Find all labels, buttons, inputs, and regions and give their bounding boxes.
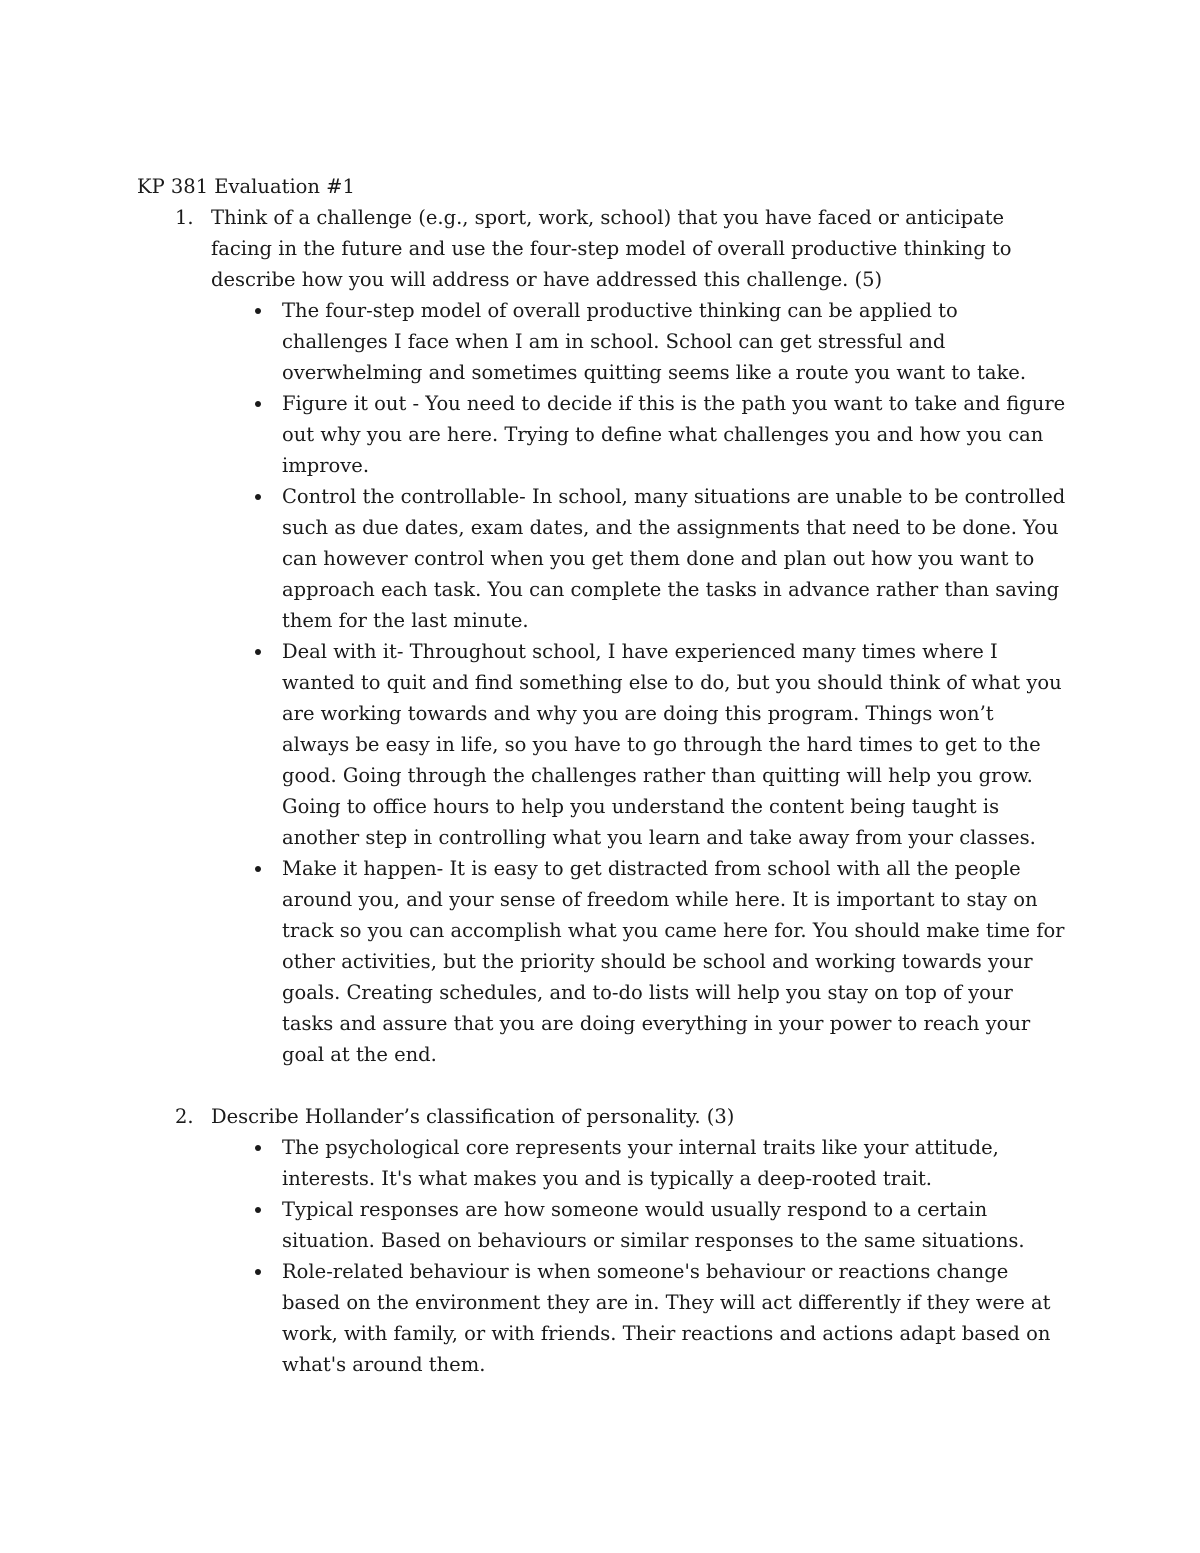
answer-bullet-text: Figure it out - You need to decide if this is the path you want to take and figure out why you are here. Trying to define what challenges you and how you can improve. [282,392,1066,477]
answer-bullet-text: Role-related behaviour is when someone's behaviour or reactions change based on the environment they are in. They will act differently if they were at work, with family, or with friends. Their reactions and actions adapt based on what's around them. [282,1260,1051,1376]
question-text: Think of a challenge (e.g., sport, work, school) that you have faced or anticipate facing in the future and use the four-step model of overall productive thinking to describe how you will address or have addressed this challenge. (5) [211,206,1012,291]
question-text: Describe Hollander’s classification of personality. (3) [211,1105,735,1128]
question-number: 1. [175,206,194,229]
answer-bullet-text: Make it happen- It is easy to get distracted from school with all the people around you, and your sense of freedom while here. It is important to stay on track so you can accomplish what you came here for. You should make time for other activities, but the priority should be school and working towards your goals. Creating schedules, and to-do lists will help you stay on top of your tasks and assure that you are doing everything in your power to reach your goal at the end. [282,857,1065,1066]
answer-bullet-text: The four-step model of overall productive thinking can be applied to challenges I face when I am in school. School can get stressful and overwhelming and sometimes quitting seems like a route you want to take. [282,299,1027,384]
question-2 [137,1101,1067,1380]
document-page [137,171,1067,1380]
answer-bullet-text: The psychological core represents your internal traits like your attitude, interests. It's what makes you and is typically a deep-rooted trait. [282,1136,999,1190]
answer-bullet-text: Control the controllable- In school, many situations are unable to be controlled such as due dates, exam dates, and the assignments that need to be done. You can however control when you get them done and plan out how you want to approach each task. You can complete the tasks in advance rather than saving them for the last minute. [282,485,1066,632]
answer-bullet [137,1132,1067,1194]
answer-bullet-text: Deal with it- Throughout school, I have experienced many times where I wanted to quit and find something else to do, but you should think of what you are working towards and why you are doing this program. Things won’t always be easy in life, so you have to go through the hard times to get to the good. Going through the challenges rather than quitting will help you grow. Going to office hours to help you understand the content being taught is another step in controlling what you learn and take away from your classes. [282,640,1062,849]
answer-bullet [137,636,1067,853]
answer-bullet [137,853,1067,1070]
answer-bullet-list [137,295,1067,1070]
document-title: KP 381 Evaluation #1 [137,175,355,198]
answer-bullet [137,388,1067,481]
answer-bullet [137,295,1067,388]
answer-bullet-text: Typical responses are how someone would usually respond to a certain situation. Based on behaviours or similar responses to the same situations. [282,1198,1025,1252]
question-number: 2. [175,1105,194,1128]
question-1 [137,202,1067,1070]
answer-bullet-list [137,1132,1067,1380]
answer-bullet [137,1256,1067,1380]
answer-bullet [137,481,1067,636]
answer-bullet [137,1194,1067,1256]
